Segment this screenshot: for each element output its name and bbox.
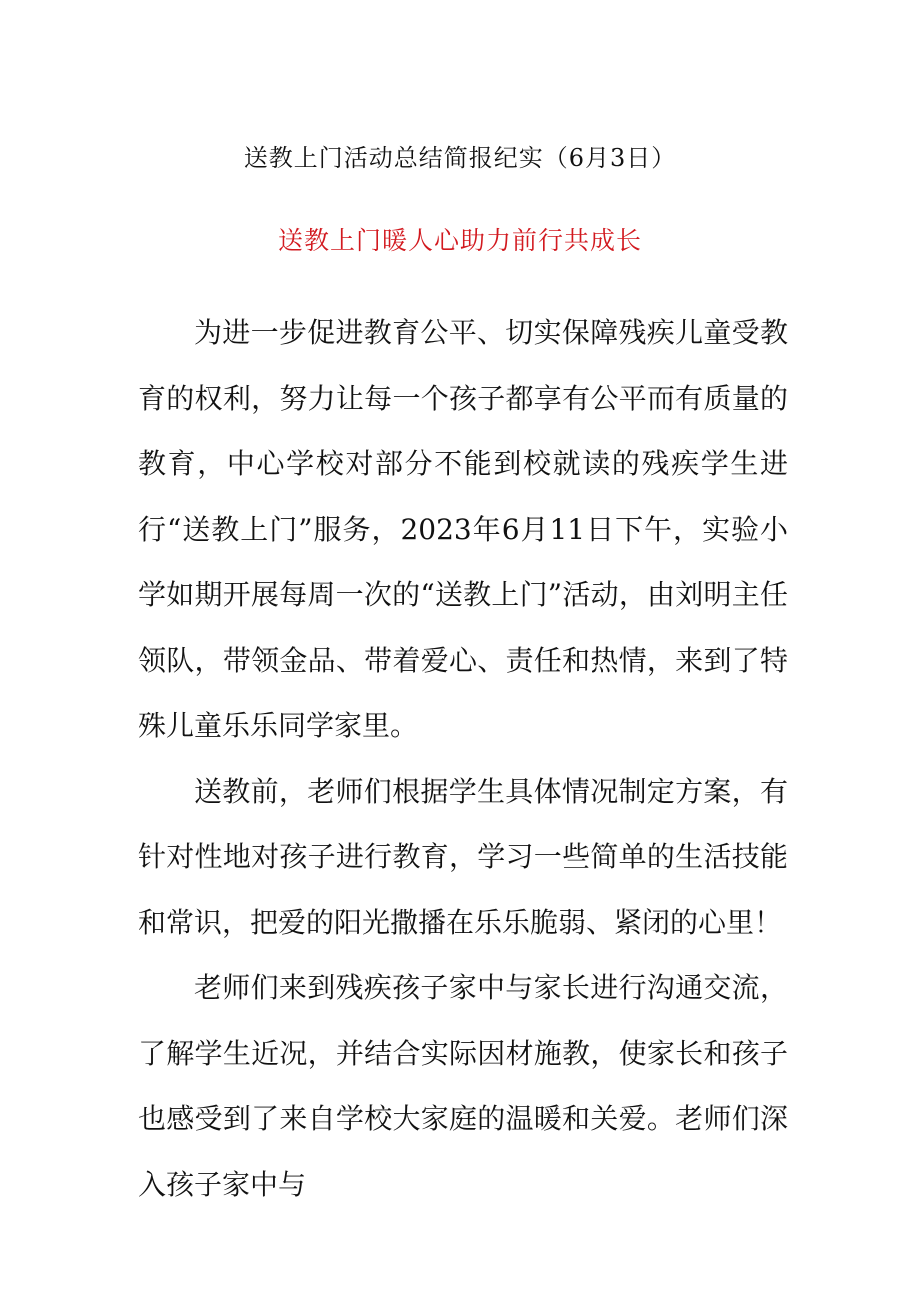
document-title: 送教上门活动总结简报纪实（6月3日） (243, 144, 677, 172)
paragraph-3: 老师们来到残疾孩子家中与家长进行沟通交流，了解学生近况，并结合实际因材施教，使家长和孩子也感受到了来自学校大家庭的温暖和关爱。老师们深入孩子家中与 (138, 971, 788, 1201)
paragraph-1: 为进一步促进教育公平、切实保障残疾儿童受教育的权利，努力让每一个孩子都享有公平而有质量的教育，中心学校对部分不能到校就读的残疾学生进行“送教上门”服务，2023年6月11日下午，实验小学如期开展每周一次的“送教上门”活动，由刘明主任领队，带领金品、带着爱心、责任和热情，来到了特殊儿童乐乐同学家里。 (138, 316, 788, 742)
document-subtitle: 送教上门暖人心助力前行共成长 (277, 226, 642, 255)
paragraph-2: 送教前，老师们根据学生具体情况制定方案，有针对性地对孩子进行教育，学习一些简单的生活技能和常识，把爱的阳光撒播在乐乐脆弱、紧闭的心里！ (138, 774, 788, 939)
document-body (138, 300, 788, 1217)
